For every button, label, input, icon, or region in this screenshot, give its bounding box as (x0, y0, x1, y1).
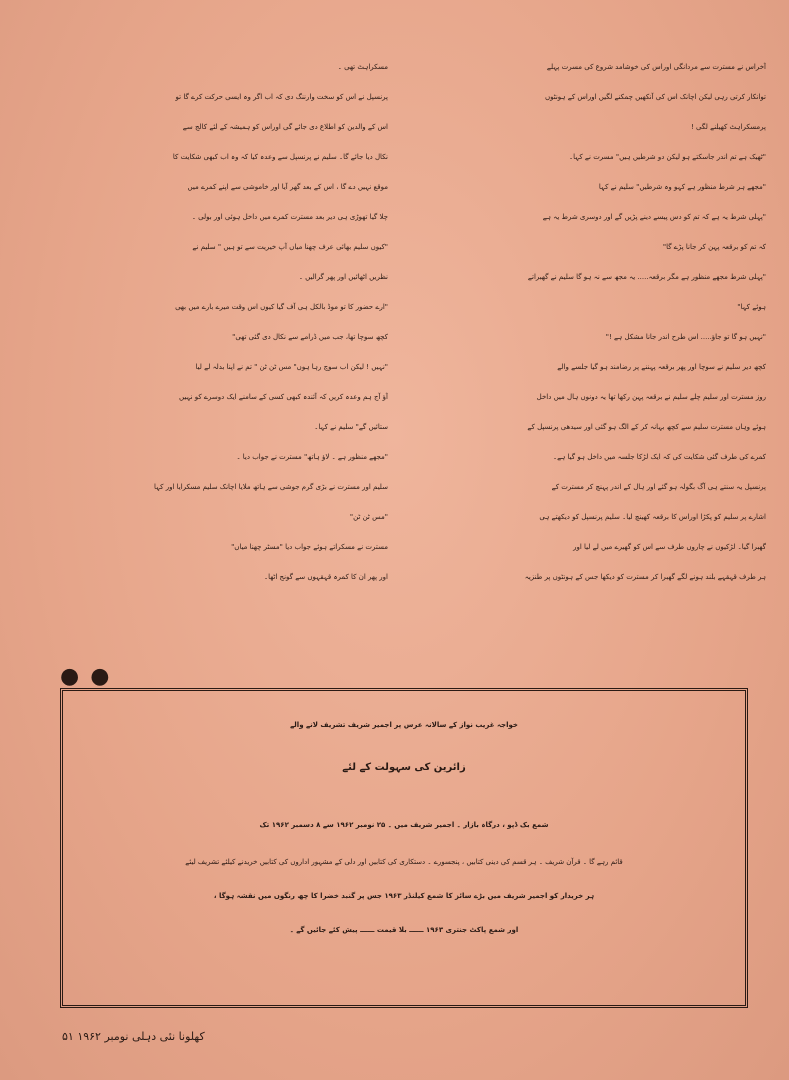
text-line: کہ تم کو برقعہ پہن کر جانا پڑے گا" (662, 243, 766, 251)
text-line: نظریں اٹھائیں اور پھر گرالیں ۔ (298, 273, 388, 281)
text-line: آؤ آج ہم وعدہ کریں کہ آئندہ کبھی کسی کے سامنے ایک دوسرے کو نہیں (179, 393, 388, 401)
text-line: "پہلی شرط مجھے منظور ہے مگر برقعہ..... یہ مجھ سے نہ ہو گا سلیم نے گھبراتے (527, 273, 766, 281)
ad-line-1: قائم رہے گا ۔ قرآن شریف ۔ ہر قسم کی دینی کتابیں ، پنجسورے ۔ دستکاری کی کتابیں اور دلی کے مشہور اداروں کی کتابیں خریدنے کیلئے تشریف لیئے (185, 858, 623, 866)
ad-headline: خواجہ غریب نواز کے سالانہ عرس پر اجمیر شریف تشریف لانے والے (290, 721, 518, 729)
text-line: پرنسپل یہ سنتے ہی آگ بگولہ ہو گئے اور ہال کے اندر پہنچ کر مسترت کے (551, 483, 766, 491)
story-column-left (40, 52, 388, 682)
text-line: چلا گیا تھوڑی ہی دیر بعد مسترت کمرے میں داخل ہوئی اور بولی ۔ (191, 213, 388, 221)
text-line: اشارے پر سلیم کو پکڑا اوراس کا برقعہ کھینچ لیا۔ سلیم پرنسپل کو دیکھتے ہی (539, 513, 766, 521)
text-line: کمرے کی طرف گئی شکایت کی کہ ایک لڑکا جلسہ میں داخل ہو گیا ہے۔ (552, 453, 766, 461)
text-line: اور پھر ان کا کمرہ قہقہوں سے گونج اٹھا۔ (263, 573, 388, 581)
advertisement-box (60, 688, 748, 1008)
text-line: ہوئے وہاں مسترت سلیم سے کچھ بہانہ کر کے الگ ہو گئی اور سیدھی پرنسپل کے (527, 423, 766, 431)
text-line: "نہیں ! لیکن اب سوچ رہا ہوں" مس ٹن ٹن " تم نے اپنا بدلہ لے لیا (195, 363, 388, 371)
text-line: ہر طرف قہقہے بلند ہونے لگے گھبرا کر مسترت کو دیکھا جس کے ہونٹوں پر طنزیہ (524, 573, 766, 581)
text-line: "ارے حضور کا تو موڈ بالکل ہی آف گیا کیوں اس وقت میرے بارے میں بھی (175, 303, 388, 311)
ad-line-2: ہر خریدار کو اجمیر شریف میں بڑے سائز کا شمع کیلنڈر ۱۹۶۳ جس پر گنبد خضرا کا چھ رنگوں میں نقشہ ہوگا ، (213, 892, 595, 900)
ad-line-3: اور شمع پاکٹ جنتری ۱۹۶۳ ــــــ بلا قیمت ــــــ پیش کئے جائیں گے ۔ (289, 926, 519, 934)
text-line: ہوئے کہا" (737, 303, 766, 311)
page-footer: کھلونا نئی دہلی نومبر ۱۹۶۲ ۵۱ (62, 1030, 205, 1043)
text-line: آخراس نے مسترت سے مردانگی اوراس کی خوشامد شروع کی مسرت پہلے (546, 63, 766, 71)
text-line: "مجھے منظور ہے ۔ لاؤ ہاتھ" مسترت نے جواب دیا ۔ (236, 453, 388, 461)
ad-dates-line: شمع بک ڈپو ، درگاہ بازار ۔ اجمیر شریف میں ۔ ۲۵ نومبر ۱۹۶۲ سے ۸ دسمبر ۱۹۶۲ تک (259, 821, 549, 829)
text-line: پرمسکراہٹ کھیلنے لگی ! (691, 123, 766, 131)
text-line: موقع نہیں دے گا ، اس کے بعد گھر آیا اور خاموشی سے اپنے کمرے میں (187, 183, 388, 191)
text-line: "کیوں سلیم بھائی عرف چھنا میاں آپ خیریت سے تو ہیں " سلیم نے (192, 243, 388, 251)
text-line: کچھ دیر سلیم نے سوچا اور پھر برقعہ پہننے پر رضامند ہو گیا جلسے والے (557, 363, 766, 371)
ad-subheadline: زائرین کی سہولت کے لئے (342, 762, 466, 773)
section-separator: ● ● (60, 664, 112, 689)
text-line: مسترت نے مسکراتے ہوئے جواب دیا "مسٹر چھنا میاں" (231, 543, 388, 551)
text-line: نکال دیا جائے گا۔ سلیم نے پرنسپل سے وعدہ کیا کہ وہ اب کبھی شکایت کا (172, 153, 388, 161)
text-line: اس کے والدین کو اطلاع دی جائے گی اوراس کو ہمیشہ کے لئے کالج سے (182, 123, 388, 131)
text-line: "مجھے ہر شرط منظور ہے کہو وہ شرطیں" سلیم نے کہا (598, 183, 766, 191)
text-line: ستائیں گے" سلیم نے کہا۔ (314, 423, 388, 431)
text-line: پرنسپل نے اس کو سخت وارننگ دی کہ اب اگر وہ ایسی حرکت کرے گا تو (175, 93, 388, 101)
text-line: "مس ٹن ٹن" (349, 513, 388, 521)
text-line: کچھ سوچا تھا، جب میں ڈرامے سے نکال دی گئی تھی" (232, 333, 388, 341)
text-line: سلیم اور مسترت نے بڑی گرم جوشی سے ہاتھ ملایا اچانک سلیم مسکرایا اور کہا (153, 483, 388, 491)
text-line: روز مسترت اور سلیم چلے سلیم نے برقعہ پہن رکھا تھا یہ دونوں ہال میں داخل (536, 393, 766, 401)
text-line: گھبرا گیا۔ لڑکیوں نے چاروں طرف سے اس کو گھیرے میں لے لیا اور (573, 543, 766, 551)
story-column-right (418, 52, 766, 682)
text-line: "نہیں ہو گا تو جاؤ..... اس طرح اندر جانا مشکل ہے !" (605, 333, 766, 341)
text-line: "پہلی شرط یہ ہے کہ تم کو دس پیسے دینے پڑیں گے اور دوسری شرط یہ ہے (542, 213, 766, 221)
text-line: توانکار کرتی رہی لیکن اچانک اس کی آنکھیں چمکنے لگیں اوراس کے ہونٹوں (544, 93, 766, 101)
text-line: "ٹھیک ہے تم اندر جاسکتے ہو لیکن دو شرطیں ہیں" مسرت نے کہا۔ (569, 153, 766, 161)
text-line: مسکراہٹ تھی ۔ (337, 63, 388, 71)
